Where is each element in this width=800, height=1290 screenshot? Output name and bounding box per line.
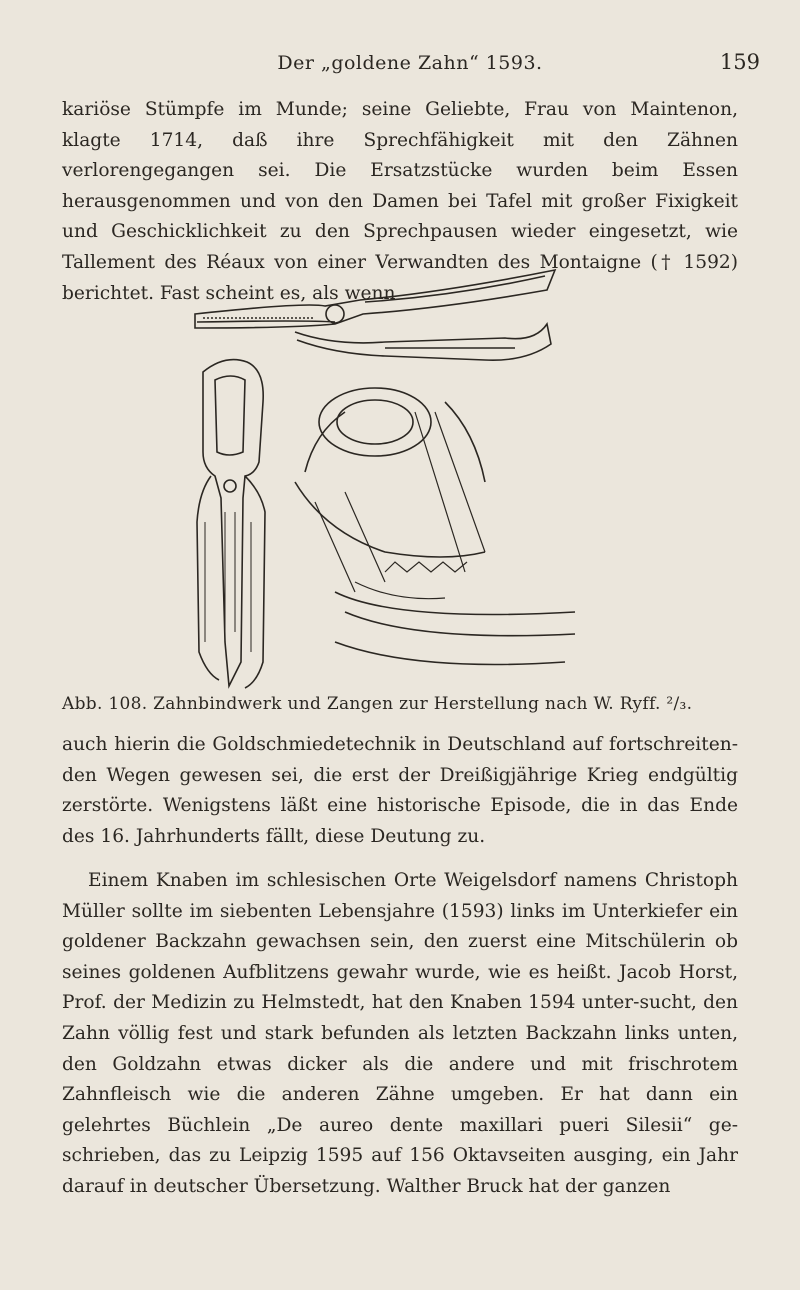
horizontal-pliers-drawing [195, 270, 555, 360]
figure-dental-tools-illustration [185, 262, 585, 692]
figure-caption: Abb. 108. Zahnbindwerk und Zangen zur Herstellung nach W. Ryff. ²/₃. [62, 694, 693, 714]
vertical-pliers-drawing [197, 360, 265, 688]
paragraph-3: Einem Knaben im schlesischen Orte Weigelsdorf namens Christoph Müller sollte im siebenten Lebensjahre (1593) links im Unterkiefer ein goldener Backzahn gewachsen sein, den zuerst eine Mitschülerin ob seines goldenen Aufblitzens gewahr wurde, wie es heißt. Jacob Horst, Prof. der Medizin zu Helmstedt, hat den Knaben 1594 unter-sucht, den Zahn völlig fest und stark befunden als letzten Backzahn links unten, den Goldzahn etwas dicker als die andere und mit frischrotem Zahnfleisch wie die anderen Zähne umgeben. Er hat dann ein gelehrtes Büchlein „De aureo dente maxillari pueri Silesii“ ge-schrieben, das zu Leipzig 1595 auf 156 Oktavseiten ausging, ein Jahr darauf in deutscher Übersetzung. Walther Bruck hat der ganzen [62, 870, 738, 1197]
running-head: Der „goldene Zahn“ 1593. [277, 52, 543, 74]
paragraph-1: kariöse Stümpfe im Munde; seine Geliebte, Frau von Maintenon, klagte 1714, daß ihre Sprechfähigkeit mit den Zähnen verlorengegangen sei. Die Ersatzstücke wurden beim Essen herausgenommen und von den Damen bei Tafel mit großer Fixigkeit und Geschicklichkeit zu den Sprechpausen wieder eingesetzt, wie Tallement des Réaux von einer Verwandten des Montaigne († 1592) berichtet. Fast scheint es, als wenn [62, 99, 738, 304]
page-number: 159 [719, 50, 760, 74]
denture-framework-drawing [295, 388, 575, 665]
page-header [60, 48, 760, 82]
paragraph-2: auch hierin die Goldschmiedetechnik in Deutschland auf fortschreiten-den Wegen gewesen sei, die erst der Dreißigjährige Krieg endgültig zerstörte. Wenigstens läßt eine historische Episode, die in das Ende des 16. Jahrhunderts fällt, diese Deutung zu. [62, 734, 738, 847]
